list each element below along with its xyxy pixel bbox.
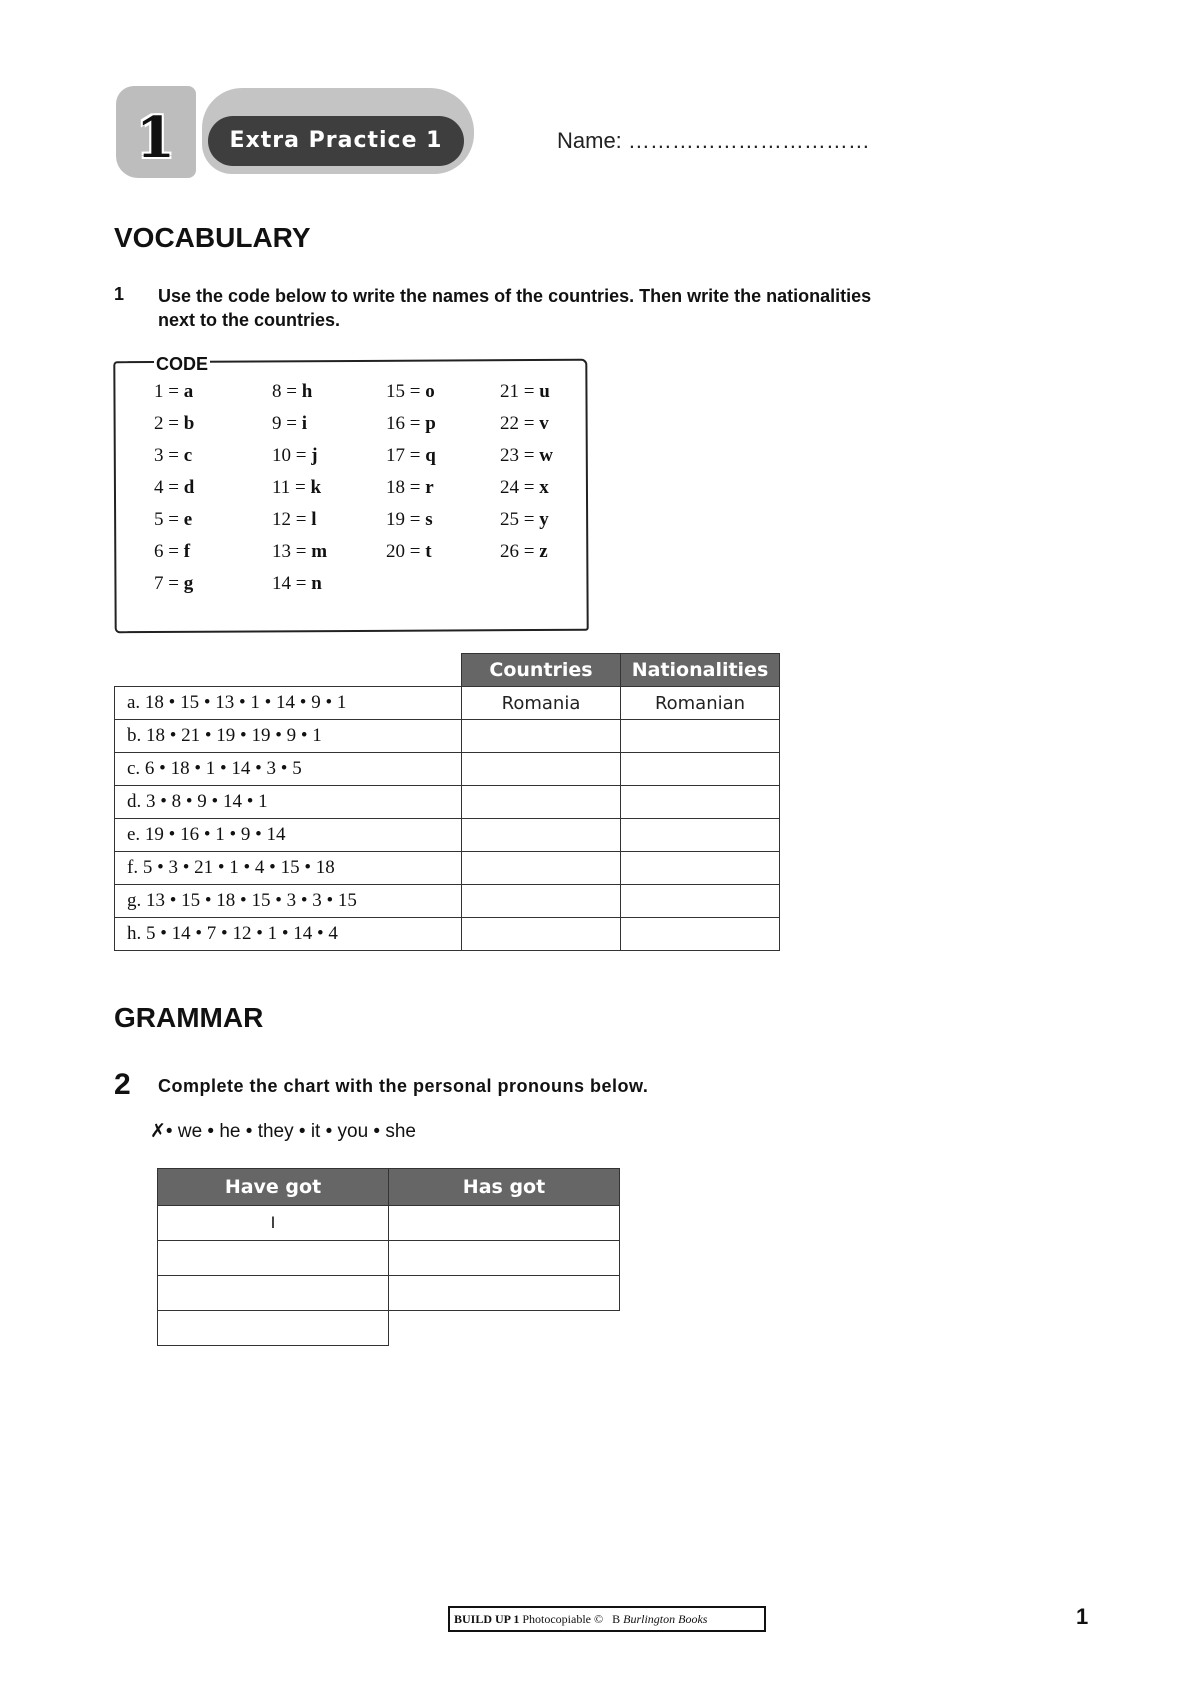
code-number: 21 = [500,381,535,402]
table-row [158,1241,620,1276]
code-cell [386,380,500,403]
badge-title: Extra Practice 1 [208,116,464,166]
have-got-cell[interactable]: I [158,1206,389,1241]
nationality-answer[interactable] [621,852,780,885]
countries-table [114,653,780,951]
code-letter: i [301,413,307,434]
footer-publisher-initial: B [612,1612,621,1626]
code-number: 6 = [154,541,179,562]
code-cell [272,508,386,531]
code-letter: e [183,509,193,530]
code-letter: x [539,477,549,498]
code-letter: a [183,381,194,402]
code-cell [154,540,272,563]
code-letter: r [425,477,434,498]
code-cell [500,380,600,403]
pronoun-chart [157,1168,620,1346]
code-cell [386,540,500,563]
country-answer[interactable]: Romania [462,687,621,720]
code-number: 9 = [272,413,297,434]
code-number: 22 = [500,413,535,434]
has-got-cell[interactable] [389,1206,620,1241]
footer-copyright [448,1606,766,1632]
code-number: 18 = [386,477,421,498]
table-row [115,753,780,786]
code-letter: y [539,509,549,530]
code-letter: m [311,541,328,562]
code-number: 25 = [500,509,535,530]
instruction-line-1: Use the code below to write the names of the countries. Then write the nationalities [158,286,872,306]
countries-table-header [115,654,780,687]
code-number: 3 = [154,445,179,466]
name-field[interactable]: Name: …………………………… [557,128,870,153]
code-cell [154,412,272,435]
grammar-heading: GRAMMAR [114,1002,264,1033]
code-number: 1 = [154,381,179,402]
code-letter: z [539,541,548,562]
code-number: 8 = [272,381,297,402]
footer-series: BUILD UP 1 [454,1612,520,1626]
unit-number: 1 [136,105,175,171]
code-cell [386,476,500,499]
code-number: 14 = [272,573,307,594]
nationality-answer[interactable] [621,918,780,951]
code-number: 2 = [154,413,179,434]
have-got-cell[interactable] [158,1311,389,1346]
nationality-answer[interactable] [621,720,780,753]
code-number: 7 = [154,573,179,594]
code-letter: w [539,445,553,466]
footer-symbol: © [594,1612,604,1626]
header-nationalities: Nationalities [621,654,780,687]
table-row [115,819,780,852]
coded-country: c. 6 • 18 • 1 • 14 • 3 • 5 [115,753,462,786]
code-number: 4 = [154,477,179,498]
have-got-cell[interactable] [158,1276,389,1311]
code-cell [386,508,500,531]
instruction-line-2: next to the countries. [158,310,341,330]
header-has-got: Has got [389,1169,620,1206]
code-number: 5 = [154,509,179,530]
coded-country: h. 5 • 14 • 7 • 12 • 1 • 14 • 4 [115,918,462,951]
coded-country: b. 18 • 21 • 19 • 19 • 9 • 1 [115,720,462,753]
code-letter: h [301,381,313,402]
code-letter: n [311,573,322,594]
table-row [115,918,780,951]
exercise-2-number: 2 [114,1068,131,1101]
nationality-answer[interactable] [621,885,780,918]
code-letter: l [311,509,317,530]
code-cell [500,572,600,595]
code-cell [272,476,386,499]
header-countries: Countries [462,654,621,687]
table-row [115,852,780,885]
code-number: 23 = [500,445,535,466]
pronoun-word-bank: ✗• we • he • they • it • you • she [150,1121,416,1142]
has-got-cell[interactable] [389,1276,620,1311]
footer-photocopiable: Photocopiable [522,1612,591,1626]
coded-country: g. 13 • 15 • 18 • 15 • 3 • 3 • 15 [115,885,462,918]
table-row [158,1206,620,1241]
code-cell [272,412,386,435]
country-answer[interactable] [462,885,621,918]
country-answer[interactable] [462,918,621,951]
code-letter: g [183,573,194,594]
code-number: 20 = [386,541,421,562]
code-number: 15 = [386,381,421,402]
code-cell [154,444,272,467]
code-cell [500,540,600,563]
code-cell [154,380,272,403]
nationality-answer[interactable]: Romanian [621,687,780,720]
code-cell [500,444,600,467]
coded-country: d. 3 • 8 • 9 • 14 • 1 [115,786,462,819]
code-cell [154,508,272,531]
code-letter: t [425,541,432,562]
table-row [115,720,780,753]
code-cell [386,444,500,467]
code-number: 17 = [386,445,421,466]
code-number: 24 = [500,477,535,498]
code-cell [500,476,600,499]
country-answer[interactable] [462,720,621,753]
coded-country: a. 18 • 15 • 13 • 1 • 14 • 9 • 1 [115,687,462,720]
footer-publisher: Burlington Books [623,1612,708,1626]
code-number: 19 = [386,509,421,530]
code-cell [154,572,272,595]
code-letter: f [183,541,191,562]
code-letter: c [183,445,193,466]
code-cell [272,540,386,563]
country-answer[interactable] [462,786,621,819]
code-letter: s [425,509,433,530]
table-row [115,885,780,918]
exercise-1-instruction [158,284,978,332]
have-got-cell[interactable] [158,1241,389,1276]
pronoun-chart-header [158,1169,620,1206]
code-cell [154,476,272,499]
code-number: 10 = [272,445,307,466]
code-letter: j [311,445,318,466]
country-answer[interactable] [462,753,621,786]
code-cell [386,412,500,435]
code-number: 16 = [386,413,421,434]
code-letter: d [183,477,195,498]
code-cell [272,444,386,467]
coded-country: f. 5 • 3 • 21 • 1 • 4 • 15 • 18 [115,852,462,885]
code-number: 11 = [272,477,306,498]
country-answer[interactable] [462,819,621,852]
country-answer[interactable] [462,852,621,885]
table-row [115,687,780,720]
code-letter: u [539,381,550,402]
table-row [158,1311,620,1346]
code-letter: v [539,413,549,434]
code-cell [386,572,500,595]
code-letter: p [425,413,436,434]
code-label: CODE [156,354,209,374]
vocabulary-heading: VOCABULARY [114,222,311,253]
code-number: 13 = [272,541,307,562]
exercise-2-instruction: Complete the chart with the personal pronouns below. [158,1076,649,1096]
code-cell [272,380,386,403]
table-row [115,786,780,819]
code-letter: k [310,477,322,498]
table-row [158,1276,620,1311]
code-grid [154,380,574,595]
code-cell [500,412,600,435]
nationality-answer[interactable] [621,753,780,786]
header-have-got: Have got [158,1169,389,1206]
empty-space [389,1311,620,1346]
exercise-1-number: 1 [114,284,125,304]
has-got-cell[interactable] [389,1241,620,1276]
coded-country: e. 19 • 16 • 1 • 9 • 14 [115,819,462,852]
nationality-answer[interactable] [621,819,780,852]
code-number: 26 = [500,541,535,562]
code-letter: q [425,445,436,466]
code-number: 12 = [272,509,307,530]
code-letter: o [425,381,435,402]
code-cell [272,572,386,595]
code-cell [500,508,600,531]
nationality-answer[interactable] [621,786,780,819]
page-number: 1 [1076,1604,1089,1629]
code-letter: b [183,413,195,434]
header-blank [115,654,462,687]
